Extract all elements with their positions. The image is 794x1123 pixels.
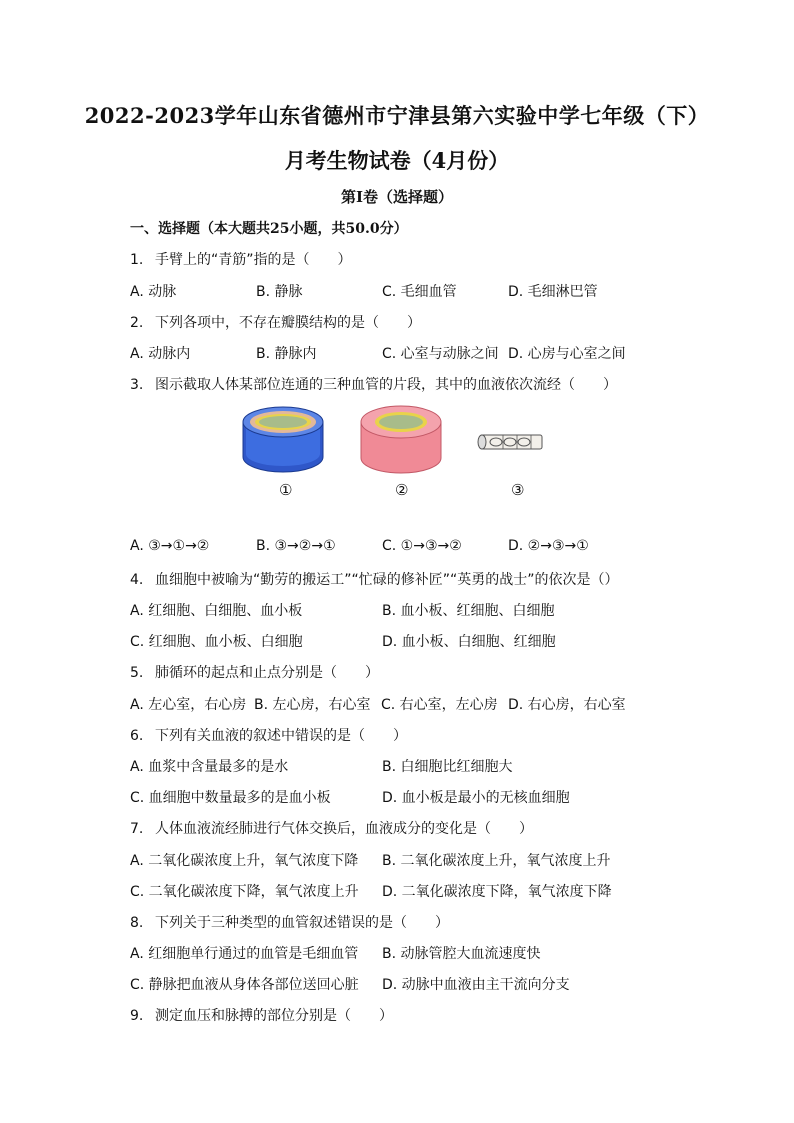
q3-option-a: A. ③→①→② [130, 538, 210, 554]
q2-option-c: C. 心室与动脉之间 [382, 346, 499, 362]
q8-option-d: D. 动脉中血液由主干流向分支 [382, 977, 570, 993]
question-8 [130, 912, 449, 932]
question-stem: 血细胞中被喻为“勤劳的搬运工”“忙碌的修补匠”“英勇的战士”的依次是（） [155, 572, 619, 588]
q1-option-b: B. 静脉 [256, 284, 303, 300]
q7-option-a: A. 二氧化碳浓度上升，氧气浓度下降 [130, 853, 359, 869]
q3-option-b: B. ③→②→① [256, 538, 336, 554]
q6-option-b: B. 白细胞比红细胞大 [382, 759, 513, 775]
q8-option-a: A. 红细胞单行通过的血管是毛细血管 [130, 946, 359, 962]
q4-option-d: D. 血小板、白细胞、红细胞 [382, 634, 556, 650]
q2-option-d: D. 心房与心室之间 [508, 346, 626, 362]
figure-label-2: ② [395, 481, 409, 499]
vein-segment-figure [357, 400, 445, 476]
question-2 [130, 312, 421, 332]
q6-option-a: A. 血浆中含量最多的是水 [130, 759, 289, 775]
figure-label-1: ① [279, 481, 293, 499]
q7-option-d: D. 二氧化碳浓度下降，氧气浓度下降 [382, 884, 612, 900]
volume-heading: 第I卷（选择题） [340, 188, 454, 206]
q6-option-d: D. 血小板是最小的无核血细胞 [382, 790, 570, 806]
q4-option-c: C. 红细胞、血小板、白细胞 [130, 634, 303, 650]
question-stem: 图示截取人体某部位连通的三种血管的片段，其中的血液依次流经（ ） [155, 377, 617, 393]
question-number: 4. [130, 572, 144, 588]
q3-option-d: D. ②→③→① [508, 538, 589, 554]
question-number: 6. [130, 728, 144, 744]
q1-option-c: C. 毛细血管 [382, 284, 457, 300]
question-5 [130, 662, 379, 682]
q1-option-d: D. 毛细淋巴管 [508, 284, 598, 300]
q4-option-a: A. 红细胞、白细胞、血小板 [130, 603, 303, 619]
question-stem: 肺循环的起点和止点分别是（ ） [155, 665, 379, 681]
question-9 [130, 1005, 393, 1025]
q5-option-b: B. 左心房，右心室 [254, 697, 371, 713]
question-stem: 下列各项中，不存在瓣膜结构的是（ ） [155, 315, 421, 331]
question-number: 5. [130, 665, 144, 681]
q5-option-d: D. 右心房，右心室 [508, 697, 626, 713]
q7-option-c: C. 二氧化碳浓度下降，氧气浓度上升 [130, 884, 359, 900]
question-3 [130, 374, 617, 394]
q2-option-a: A. 动脉内 [130, 346, 191, 362]
q3-option-c: C. ①→③→② [382, 538, 462, 554]
capillary-segment-figure [476, 430, 548, 454]
q2-option-b: B. 静脉内 [256, 346, 317, 362]
q5-option-c: C. 右心室，左心房 [381, 697, 498, 713]
q8-option-c: C. 静脉把血液从身体各部位送回心脏 [130, 977, 359, 993]
question-stem: 手臂上的“青筋”指的是（ ） [155, 252, 352, 268]
exam-title-line1: 2022-2023学年山东省德州市宁津县第六实验中学七年级（下） [84, 103, 710, 128]
question-number: 8. [130, 915, 144, 931]
q5-option-a: A. 左心室，右心房 [130, 697, 247, 713]
question-stem: 人体血液流经肺进行气体交换后，血液成分的变化是（ ） [155, 821, 533, 837]
question-stem: 下列关于三种类型的血管叙述错误的是（ ） [155, 915, 449, 931]
question-stem: 下列有关血液的叙述中错误的是（ ） [155, 728, 407, 744]
question-number: 1. [130, 252, 144, 268]
q4-option-b: B. 血小板、红细胞、白细胞 [382, 603, 555, 619]
q6-option-c: C. 血细胞中数量最多的是血小板 [130, 790, 331, 806]
question-number: 7. [130, 821, 144, 837]
exam-title-line2: 月考生物试卷（4月份） [284, 148, 510, 173]
question-number: 3. [130, 377, 144, 393]
question-number: 2. [130, 315, 144, 331]
section-heading: 一、选择题（本大题共25小题，共50.0分） [130, 221, 408, 237]
question-stem: 测定血压和脉搏的部位分别是（ ） [155, 1008, 393, 1024]
question-7 [130, 818, 533, 838]
question-number: 9. [130, 1008, 144, 1024]
q1-option-a: A. 动脉 [130, 284, 177, 300]
artery-segment-figure [238, 402, 328, 474]
question-6 [130, 725, 407, 745]
q8-option-b: B. 动脉管腔大血流速度快 [382, 946, 541, 962]
figure-label-3: ③ [511, 481, 525, 499]
question-4 [130, 569, 619, 589]
question-1 [130, 249, 352, 269]
q7-option-b: B. 二氧化碳浓度上升，氧气浓度上升 [382, 853, 611, 869]
